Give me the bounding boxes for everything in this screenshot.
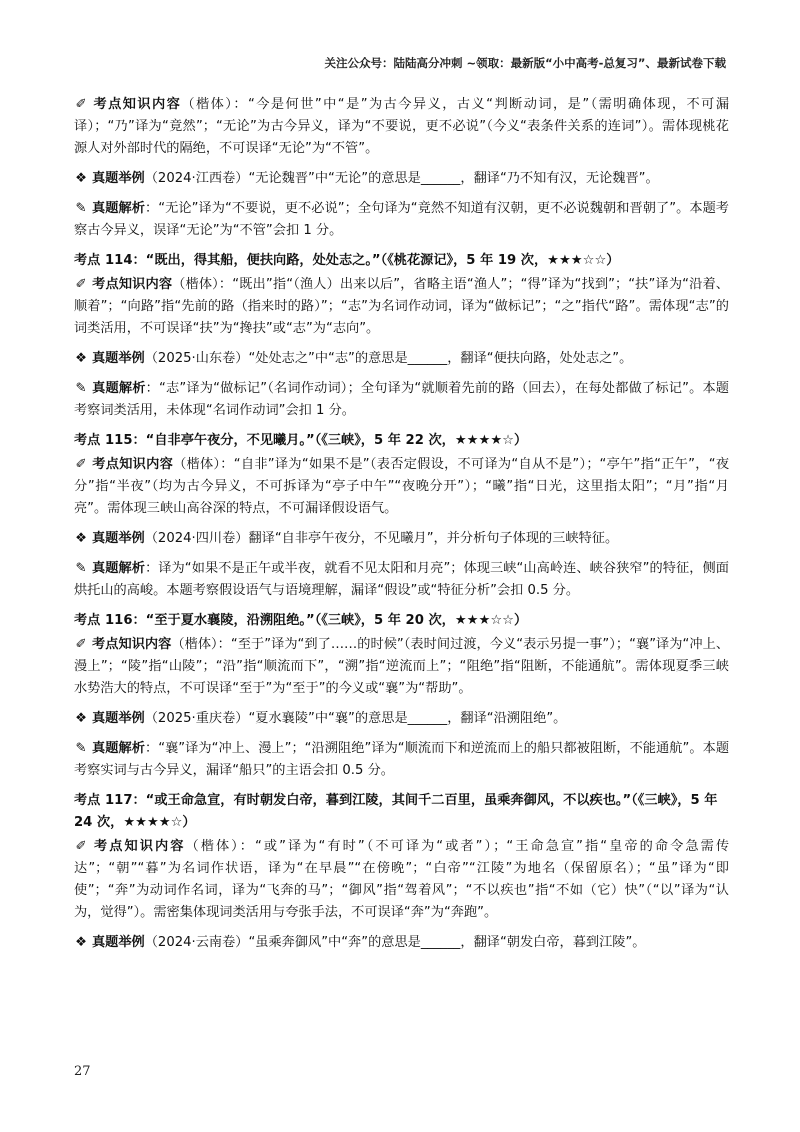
example-text: （2025·重庆卷）“夏水襄陵”中“襄”的意思是______，翻译“沿溯阻绝”。 — [144, 711, 567, 726]
knowledge-paragraph — [74, 94, 729, 160]
pencil-icon: ✐ — [75, 457, 87, 472]
pencil-icon: ✐ — [75, 97, 87, 112]
knowledge-text: （楷体）：“或”译为“有时”（不可译为“或者”）；“王命急宣”指“皇帝的命令急需传达”；“朝”“暮”为名词作状语，译为“在早晨”“在傍晚”；“白帝”“江陵”为地名（保留原名）；“虽”译为“即使”；“奔”为动词作名词，译为“飞奔的马”；“御风”指“驾着风”；“不以疾也”指“不如（它）快”（“以”译为“认为，觉得”）。需密集体现词类活用与夸张手法，不可误译“奔”为“奔跑”。 — [74, 839, 730, 920]
knowledge-paragraph — [74, 274, 729, 340]
kaodian-heading: 考点 117：“或王命急宣，有时朝发白帝，暮到江陵，其间千二百里，虽乘奔御风，不以疾也。”（《三峡》，5 年 24 次，★★★★☆） — [74, 793, 718, 830]
analysis-label: 真题解析 — [92, 381, 146, 396]
pen-icon: ✎ — [75, 201, 87, 216]
example-label: 真题举例 — [92, 351, 145, 366]
knowledge-text: （楷体）：“至于”译为“到了……的时候”（表时间过渡，今义“表示另提一事”）；“襄”译为“冲上、漫上”；“陵”指“山陵”；“沿”指“顺流而下”，“溯”指“逆流而上”；“阻绝”指“阻断，不能通航”。需体现夏季三峡水势浩大的特点，不可误译“至于”为“至于”的今义或“襄”为“帮助”。 — [74, 637, 730, 696]
pen-icon: ✎ — [75, 381, 87, 396]
example-label: 真题举例 — [92, 171, 145, 186]
page-header: 关注公众号：陆陆高分冲刺 ~领取：最新版“小中高考-总复习”、最新试卷下载 — [324, 56, 726, 70]
example-paragraph — [74, 708, 729, 730]
knowledge-text: （楷体）：“既出”指“（渔人）出来以后”，省略主语“渔人”；“得”译为“找到”；“扶”译为“沿着、顺着”；“向路”指“先前的路（指来时的路）”；“志”为名词作动词，译为“做标记”；“之”指代“路”。需体现“志”的词类活用，不可误译“扶”为“搀扶”或“志”为“志向”。 — [74, 277, 729, 336]
knowledge-label: 考点知识内容 — [92, 457, 174, 472]
example-text: （2024·云南卷）“虽乘奔御风”中“奔”的意思是______，翻译“朝发白帝，暮到江陵”。 — [144, 935, 646, 950]
knowledge-label: 考点知识内容 — [92, 839, 186, 854]
knowledge-text: （楷体）：“自非”译为“如果不是”（表否定假设，不可译为“自从不是”）；“亭午”指“正午”，“夜分”指“半夜”（均为古今异义，不可拆译为“亭子中午”“夜晚分开”）；“曦”指“日光，这里指太阳”；“月”指“月亮”。需体现三峡山高谷深的特点，不可漏译假设语气。 — [74, 457, 730, 516]
diamond-bullet-icon: ❖ — [75, 711, 87, 726]
analysis-text: ：“志”译为“做标记”（名词作动词）；全句译为“就顺着先前的路（回去），在每处都做了标记”。本题考察词类活用，未体现“名词作动词”会扣 1 分。 — [74, 381, 729, 418]
example-text: （2024·江西卷）“无论魏晋”中“无论”的意思是______，翻译“乃不知有汉，无论魏晋”。 — [144, 171, 659, 186]
analysis-text: ：“襄”译为“冲上、漫上”；“沿溯阻绝”译为“顺流而下和逆流而上的船只都被阻断，不能通航”。本题考察实词与古今异义，漏译“船只”的主语会扣 0.5 分。 — [74, 741, 730, 778]
analysis-text: ：译为“如果不是正午或半夜，就看不见太阳和月亮”；体现三峡“山高岭连、峡谷狭窄”的特征，侧面烘托山的高峻。本题考察假设语气与语境理解，漏译“假设”或“特征分析”会扣 0.5 分。 — [74, 561, 729, 598]
pencil-icon: ✐ — [75, 277, 87, 292]
knowledge-paragraph — [74, 634, 729, 700]
diamond-bullet-icon: ❖ — [75, 351, 87, 366]
example-paragraph — [74, 528, 729, 550]
kaodian-heading: 考点 114：“既出，得其船，便扶向路，处处志之。”（《桃花源记》，5 年 19 次，★★★☆☆） — [74, 253, 620, 268]
analysis-text: ：“无论”译为“不要说，更不必说”；全句译为“竟然不知道有汉朝，更不必说魏朝和晋朝了”。本题考察古今异义，误译“无论”为“不管”会扣 1 分。 — [74, 201, 729, 238]
analysis-label: 真题解析 — [92, 561, 146, 576]
example-text: （2024·四川卷）翻译“自非亭午夜分，不见曦月”，并分析句子体现的三峡特征。 — [144, 531, 619, 546]
diamond-bullet-icon: ❖ — [75, 935, 87, 950]
diamond-bullet-icon: ❖ — [75, 171, 87, 186]
diamond-bullet-icon: ❖ — [75, 531, 87, 546]
kaodian-heading: 考点 115：“自非亭午夜分，不见曦月。”（《三峡》，5 年 22 次，★★★★☆） — [74, 433, 528, 448]
example-paragraph — [74, 168, 729, 190]
knowledge-label: 考点知识内容 — [92, 277, 173, 292]
pencil-icon: ✐ — [75, 637, 87, 652]
analysis-label: 真题解析 — [92, 741, 145, 756]
pencil-icon: ✐ — [75, 839, 87, 854]
page-number: 27 — [74, 1064, 91, 1079]
knowledge-paragraph — [74, 836, 729, 924]
pen-icon: ✎ — [75, 741, 87, 756]
knowledge-label: 考点知识内容 — [92, 637, 172, 652]
knowledge-paragraph — [74, 454, 729, 520]
example-text: （2025·山东卷）“处处志之”中“志”的意思是______，翻译“便扶向路，处处志之”。 — [144, 351, 633, 366]
example-label: 真题举例 — [92, 711, 145, 726]
analysis-paragraph — [74, 198, 729, 242]
document-body — [74, 94, 729, 962]
analysis-paragraph — [74, 738, 729, 782]
analysis-paragraph — [74, 378, 729, 422]
example-paragraph — [74, 932, 729, 954]
knowledge-text: （楷体）：“今是何世”中“是”为古今异义，古义“判断动词，是”（需明确体现，不可漏译）；“乃”译为“竟然”；“无论”为古今异义，译为“不要说，更不必说”（今义“表条件关系的连词”）。需体现桃花源人对外部时代的隔绝，不可误译“无论”为“不管”。 — [74, 97, 730, 156]
kaodian-heading: 考点 116：“至于夏水襄陵，沿溯阻绝。”（《三峡》，5 年 20 次，★★★☆☆） — [74, 613, 528, 628]
analysis-label: 真题解析 — [92, 201, 146, 216]
analysis-paragraph — [74, 558, 729, 602]
pen-icon: ✎ — [75, 561, 87, 576]
example-paragraph — [74, 348, 729, 370]
knowledge-label: 考点知识内容 — [92, 97, 182, 112]
example-label: 真题举例 — [92, 935, 145, 950]
example-label: 真题举例 — [92, 531, 145, 546]
